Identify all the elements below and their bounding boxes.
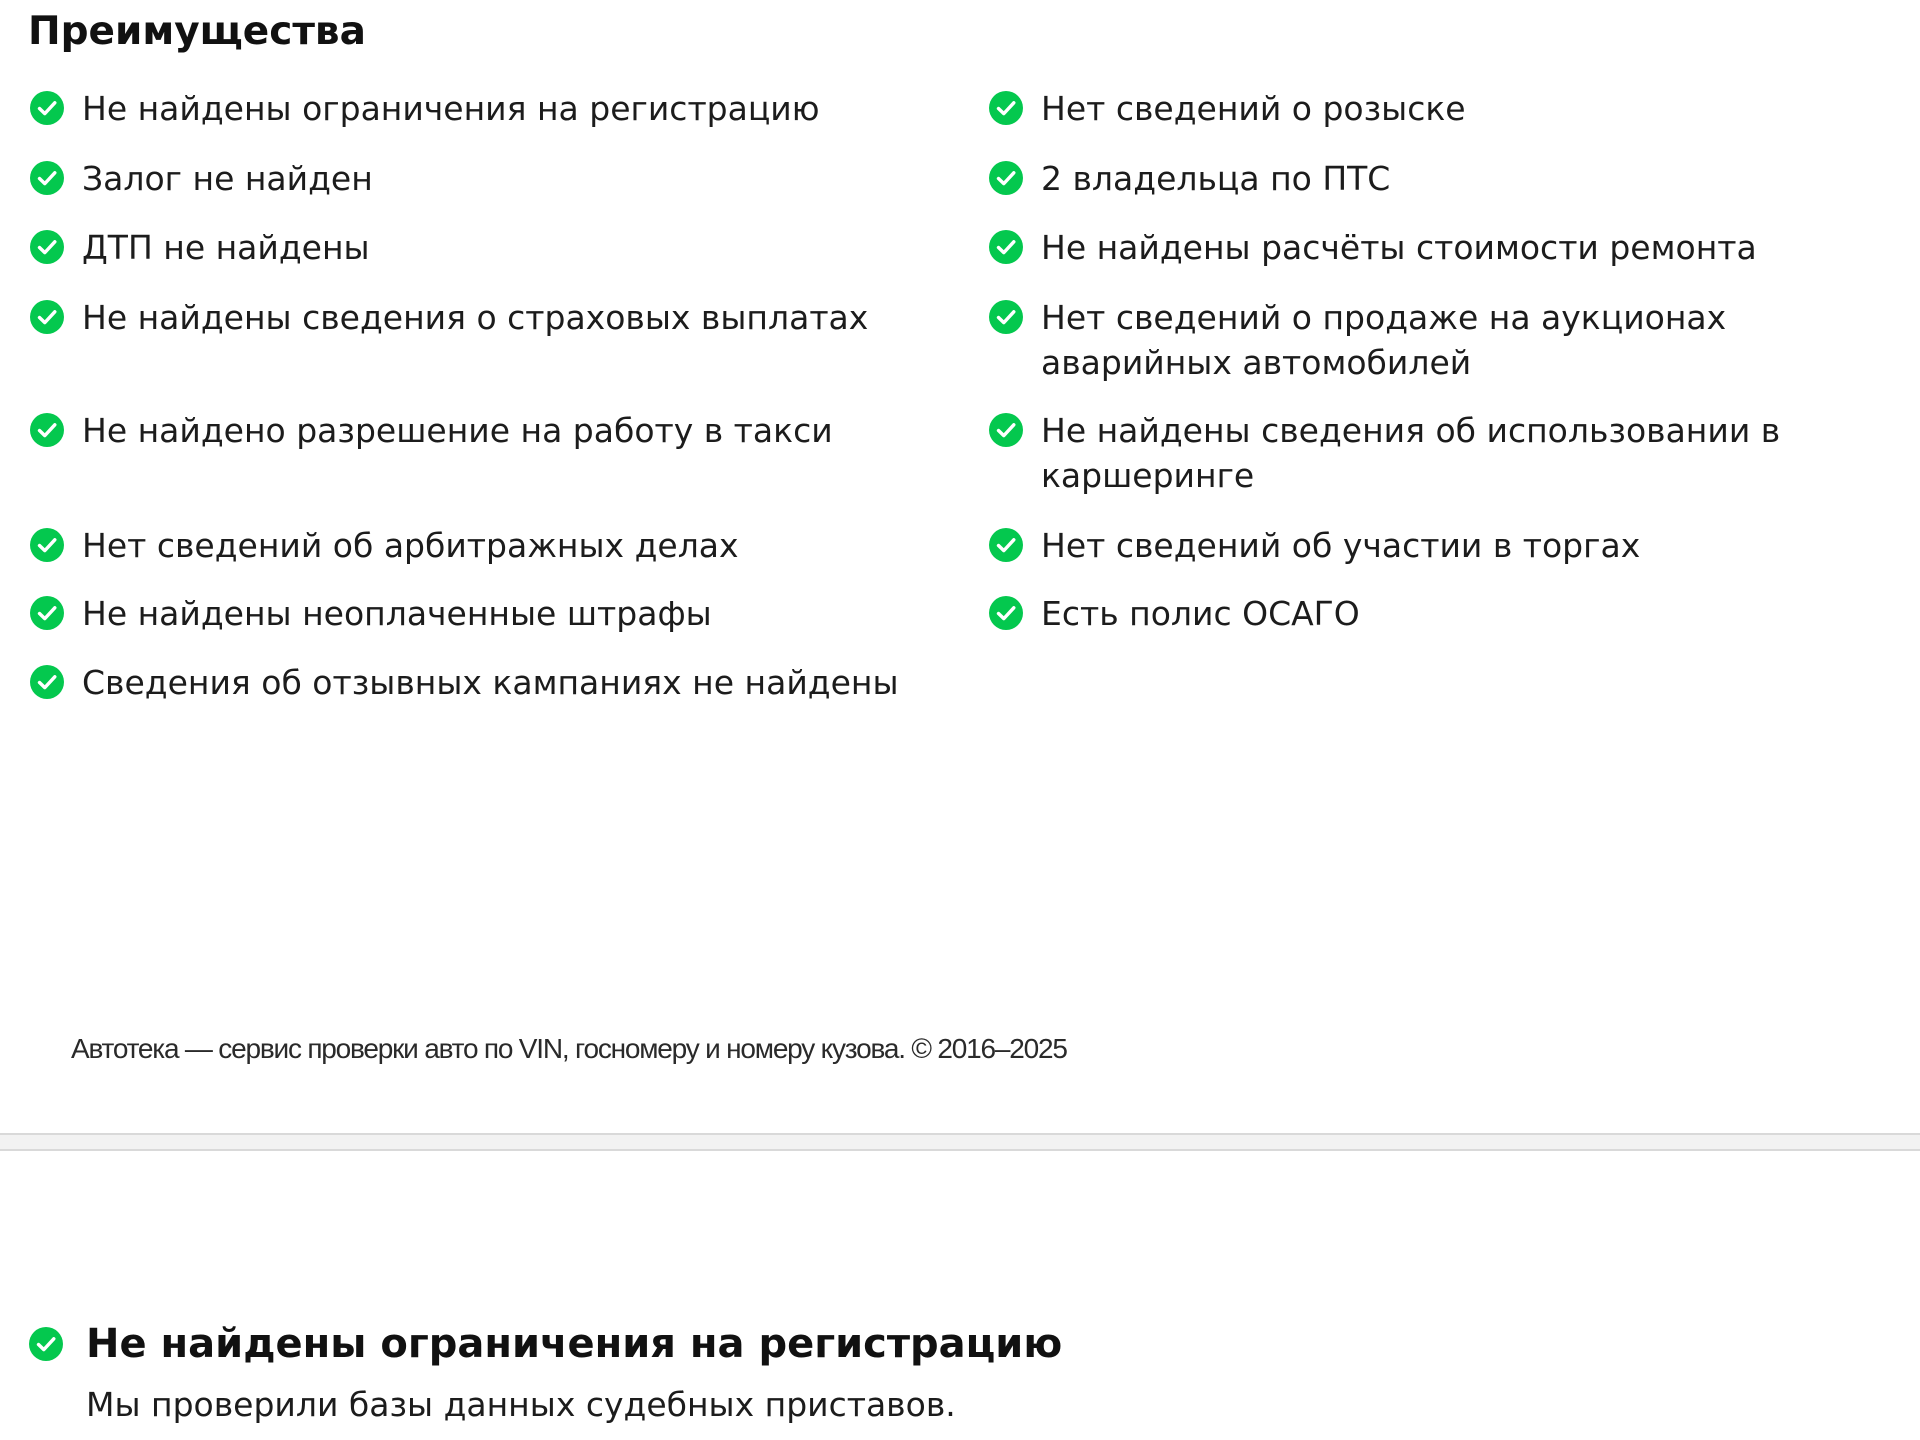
benefit-item [29,295,868,340]
benefit-label: Нет сведений о розыске [1041,89,1466,128]
benefit-label: 2 владельца по ПТС [1041,159,1391,198]
check-circle-icon [28,1326,64,1362]
check-circle-icon [988,412,1024,448]
check-circle-icon [29,299,65,335]
benefit-item [29,660,899,705]
benefit-item [988,523,1640,568]
benefit-item [29,156,373,201]
check-circle-icon [988,527,1024,563]
benefits-title: Преимущества [28,9,366,54]
check-circle-icon [29,664,65,700]
benefit-label: Залог не найден [82,159,373,198]
check-circle-icon [988,160,1024,196]
detail-description: Мы проверили базы данных судебных приставов. [86,1385,956,1424]
benefit-label: Не найдены неоплаченные штрафы [82,594,712,633]
check-circle-icon [988,299,1024,335]
benefit-label: Сведения об отзывных кампаниях не найдены [82,663,899,702]
benefit-item [29,225,370,270]
benefit-item [988,156,1390,201]
check-circle-icon [29,527,65,563]
benefit-label: Не найдены ограничения на регистрацию [82,89,820,128]
benefit-item [29,591,712,636]
check-circle-icon [29,595,65,631]
benefit-label: Не найдены сведения об использовании в каршеринге [1041,411,1781,495]
check-circle-icon [988,595,1024,631]
benefit-label: Нет сведений об арбитражных делах [82,526,739,565]
benefit-item [988,295,1908,385]
benefit-label: Не найдено разрешение на работу в такси [82,411,833,450]
benefit-label: ДТП не найдены [82,228,370,267]
detail-title: Не найдены ограничения на регистрацию [86,1321,1063,1367]
detail-header [28,1316,1888,1372]
check-circle-icon [29,90,65,126]
check-circle-icon [988,229,1024,265]
benefit-item [29,86,820,131]
check-circle-icon [29,160,65,196]
benefit-item [29,523,739,568]
benefit-label: Нет сведений о продаже на аукционах аварийных автомобилей [1041,298,1727,382]
benefit-item [988,225,1757,270]
footer-copyright: Автотека — сервис проверки авто по VIN, госномеру и номеру кузова. © 2016–2025 [71,1033,1067,1064]
section-divider [0,1133,1920,1151]
check-circle-icon [29,229,65,265]
detail-section [28,1316,1888,1427]
check-circle-icon [988,90,1024,126]
benefit-label: Есть полис ОСАГО [1041,594,1360,633]
benefit-label: Не найдены расчёты стоимости ремонта [1041,228,1757,267]
benefit-item [988,86,1466,131]
benefit-item [988,408,1788,498]
benefit-item [988,591,1360,636]
benefit-item [29,408,833,453]
check-circle-icon [29,412,65,448]
benefit-label: Не найдены сведения о страховых выплатах [82,298,869,337]
benefit-label: Нет сведений об участии в торгах [1041,526,1641,565]
